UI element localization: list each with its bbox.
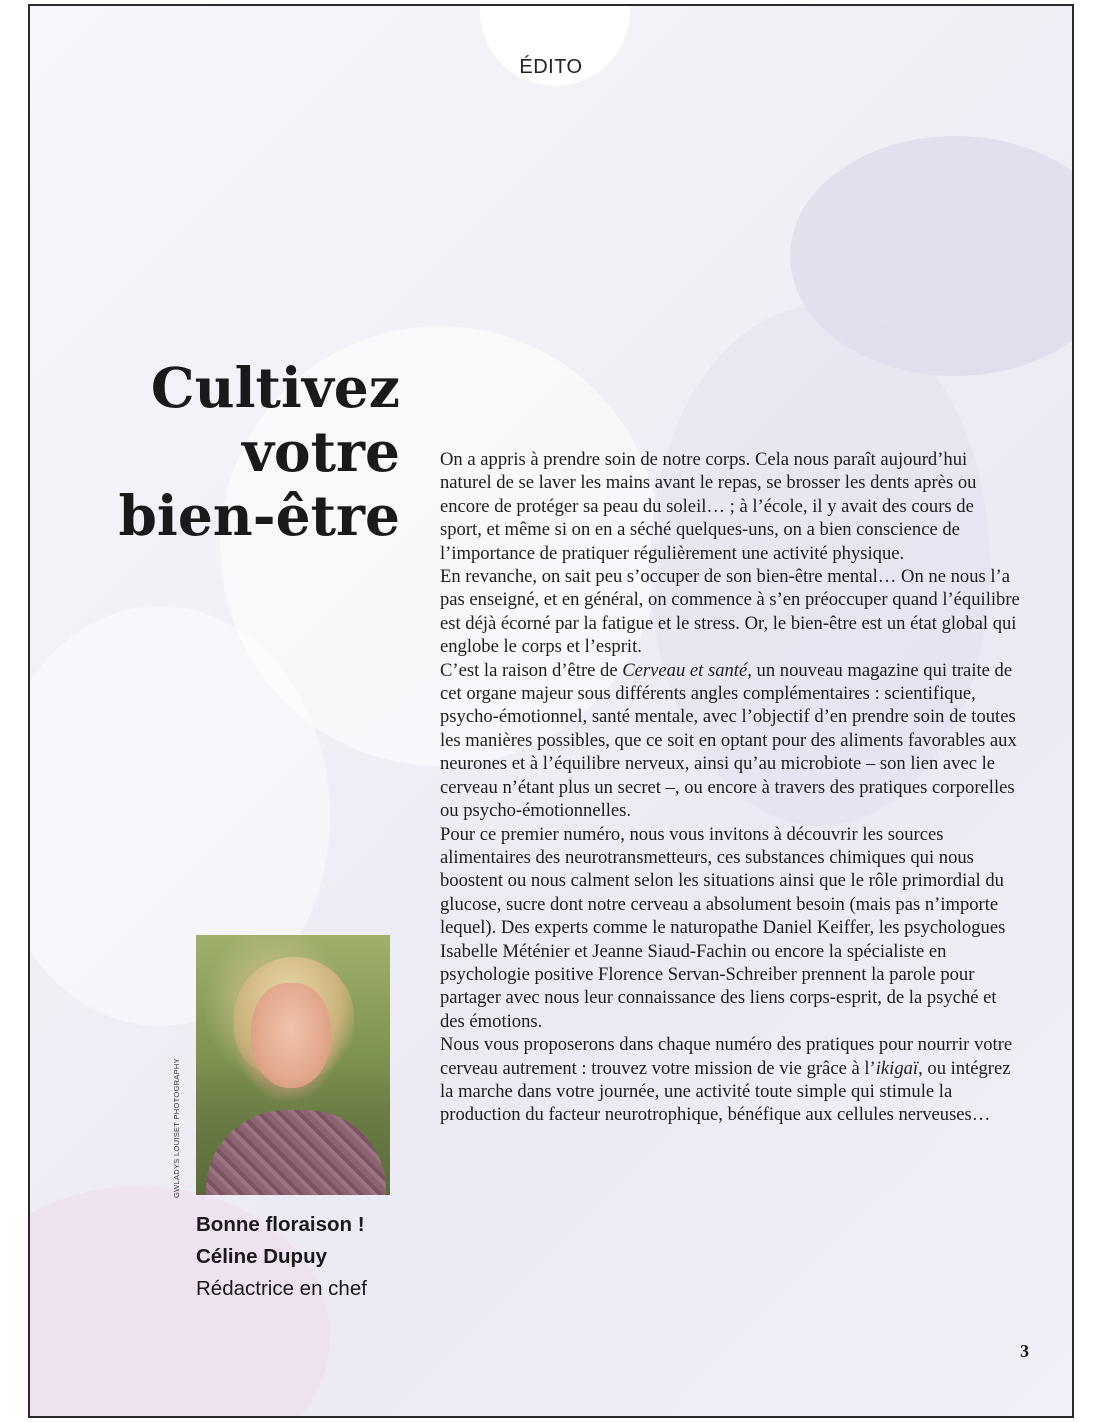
closing-line: Bonne floraison ! [196, 1213, 365, 1236]
editorial-body [440, 448, 1020, 1127]
paragraph: En revanche, on sait peu s’occuper de son bien-être mental… On ne nous l’a pas enseigné, et en général, on commence à s’en préoccuper quand l’équilibre est déjà écorné par la fatigue et le stress. Or, le bien-être est un état global qui englobe le corps et l’esprit. [440, 566, 1020, 658]
paragraph: Pour ce premier numéro, nous vous invitons à découvrir les sources alimentaires des neurotransmetteurs, ces substances chimiques qui nous boostent ou nous calment selon les situations ainsi que le rôle primordial du glucose, sucre dont notre cerveau a absolument besoin (mais pas n’importe lequel). Des experts comme le naturopathe Daniel Keiffer, les psychologues Isabelle Méténier et Jeanne Siaud-Fachin ou encore la spécialiste en psychologie positive Florence Servan-Schreiber prennent la parole pour partager avec nous leur connaissance des liens corps-esprit, de la psyché et des émotions. [440, 823, 1006, 1032]
paragraph [440, 659, 1020, 823]
editor-photo [196, 935, 390, 1195]
author-role: Rédactrice en chef [196, 1277, 367, 1300]
author-name: Céline Dupuy [196, 1245, 327, 1268]
title-line: bien-être [118, 483, 400, 548]
title-line: votre [241, 419, 400, 484]
text-run: , ou intégrez la marche dans votre journée, une activité toute simple qui stimule la production du facteur neurotrophique, bénéfique aux cellules nerveuses… [440, 1057, 1011, 1126]
title-line: Cultivez [150, 355, 400, 420]
section-label: ÉDITO [519, 56, 583, 78]
page-number: 3 [1020, 1341, 1029, 1361]
text-run: Nous vous proposerons dans chaque numéro des pratiques pour nourrir votre cerveau autrement : trouvez votre mission de vie grâce à l’ [440, 1034, 1013, 1079]
signature-block [196, 1209, 496, 1305]
magazine-name: Cerveau et santé [622, 659, 748, 681]
paragraph: On a appris à prendre soin de notre corps. Cela nous paraît aujourd’hui naturel de se laver les mains avant le repas, se brosser les dents après ou encore de protéger sa peau du soleil… ; à l’école, il y avait des cours de sport, et même si on en a séché quelques-uns, on a bien conscience de l’importance de pratiquer régulièrement une activité physique. [440, 449, 977, 564]
photo-credit: GWLADYS LOUISET PHOTOGRAPHY [172, 1058, 181, 1198]
page-title [100, 356, 400, 548]
paragraph [440, 1033, 1020, 1127]
ikigai-term: ikigaï [875, 1057, 919, 1079]
photo-face [251, 983, 331, 1088]
text-run: C’est la raison d’être de [440, 659, 623, 681]
magazine-page [28, 4, 1074, 1418]
photo-shirt [206, 1110, 386, 1195]
text-run: , un nouveau magazine qui traite de cet organe majeur sous différents angles complémentaires : scientifique, psycho-émotionnel, santé mentale, avec l’objectif d’en prendre soin de toutes les manières possibles, que ce soit en optant pour des aliments favorables aux neurones et à l’équilibre nerveux, ainsi qu’au microbiote – son lien avec le cerveau n’étant plus un secret –, ou encore à travers des pratiques corporelles ou psycho-émotionnelles. [440, 659, 1017, 822]
